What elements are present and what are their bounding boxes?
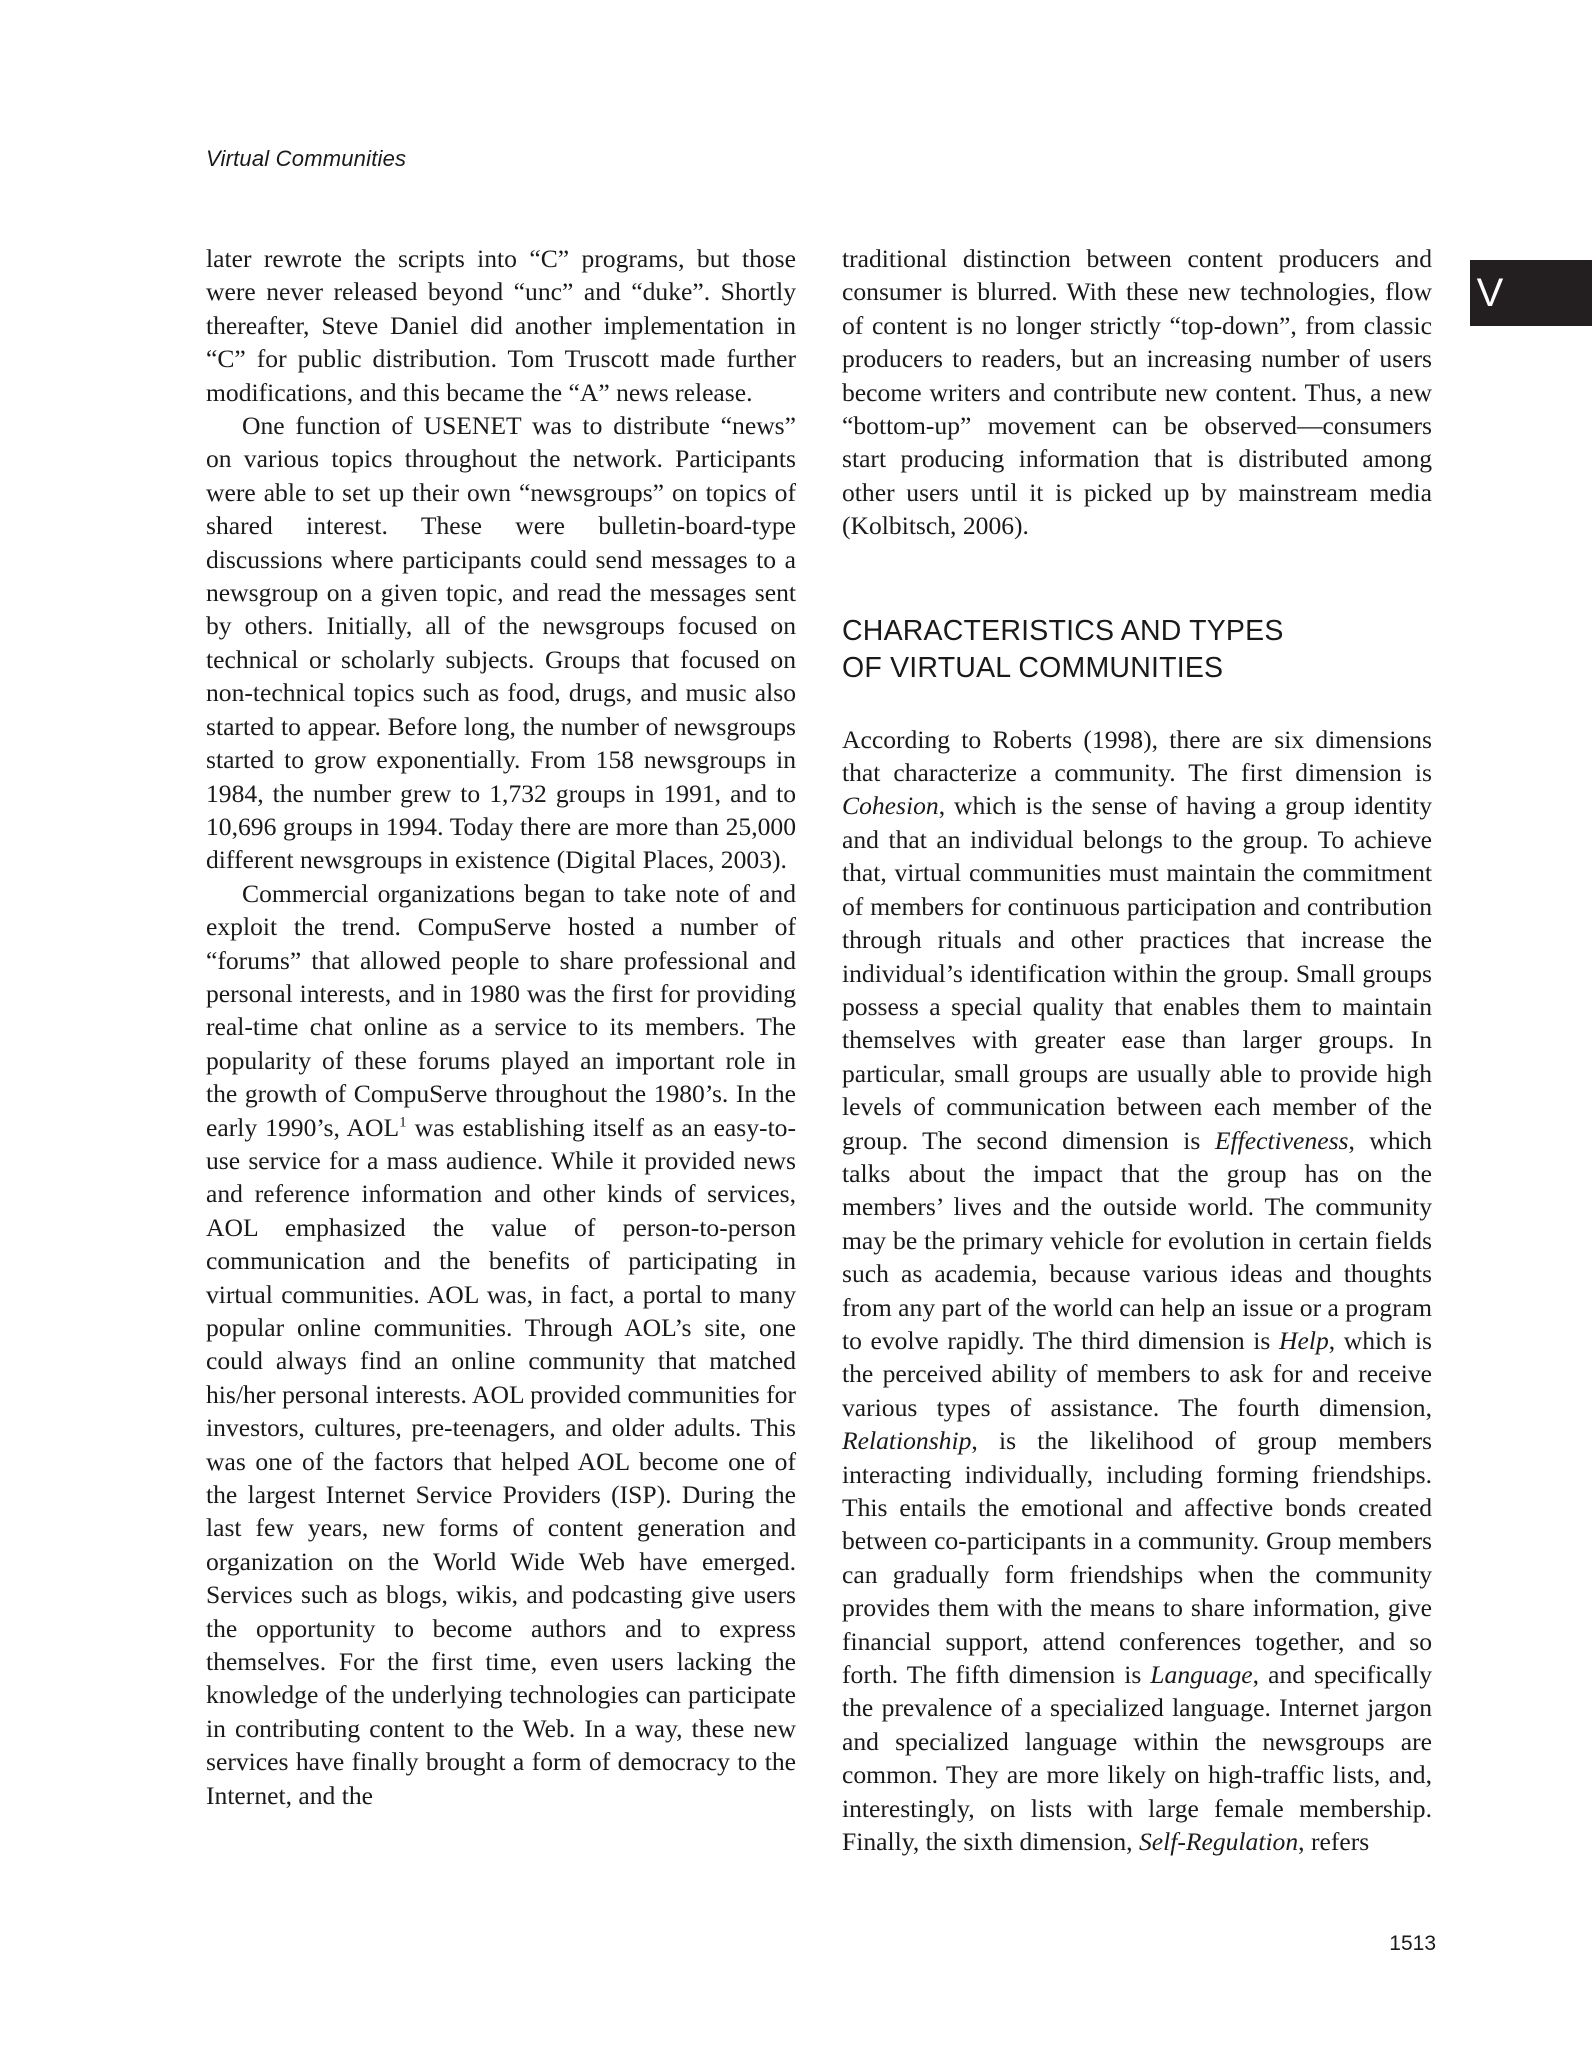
paragraph-text: , refers: [1298, 1827, 1370, 1857]
section-heading-line: OF VIRTUAL COMMUNITIES: [842, 651, 1224, 684]
paragraph: One function of USENET was to distribute “news” on various topics throughout the network. Participants were able to set up their own “newsgroups” on topics of shared interest. These were bulletin-board-type discussions where participants could send messages to a newsgroup on a given topic, and read the messages sent by others. Initially, all of the newsgroups focused on technical or scholarly subjects. Groups that focused on non-technical topics such as food, drugs, and music also started to appear. Before long, the number of newsgroups started to grow exponentially. From 158 newsgroups in 1984, the number grew to 1,732 groups in 1991, and to 10,696 groups in 1994. Today there are more than 25,000 different newsgroups in existence (Digital Places, 2003).: [206, 411, 796, 875]
term-effectiveness: Effectiveness: [1214, 1125, 1349, 1155]
left-column: [206, 242, 796, 1812]
term-language: Language: [1150, 1660, 1253, 1690]
paragraph-text: , and specifically the prevalence of a specialized language. Internet jargon and specialized language within the newsgroups are common. They are more likely on high-traffic lists, and, interestingly, on lists with large female membership. Finally, the sixth dimension,: [842, 1660, 1432, 1857]
term-cohesion: Cohesion: [842, 791, 939, 821]
section-heading-line: CHARACTERISTICS AND TYPES: [842, 614, 1284, 647]
paragraph-text: According to Roberts (1998), there are six dimensions that characterize a community. The first dimension is: [842, 724, 1432, 788]
footnote-mark[interactable]: 1: [399, 1114, 407, 1131]
term-self-regulation: Self-Regulation: [1138, 1827, 1299, 1857]
paragraph-text: , which is the sense of having a group identity and that an individual belongs to the group. To achieve that, virtual communities must maintain the commitment of members for continuous participation and contribution through rituals and other practices that increase the individual’s identification within the group. Small groups possess a special quality that enables them to maintain themselves with greater ease than larger groups. In particular, small groups are usually able to provide high levels of communication between each member of the group. The second dimension is: [842, 791, 1432, 1155]
right-column: [842, 242, 1432, 1858]
section-tab-letter: V: [1476, 271, 1504, 315]
paragraph-text: was establishing itself as an easy-to-use service for a mass audience. While it provided news and reference information and other kinds of services, AOL emphasized the value of person-to-person communication and the benefits of participating in virtual communities. AOL was, in fact, a portal to many popular online communities. Through AOL’s site, one could always find an online community that matched his/her personal interests. AOL provided communities for investors, cultures, pre-teenagers, and older adults. This was one of the factors that helped AOL become one of the largest Internet Service Providers (ISP). During the last few years, new forms of content generation and organization on the World Wide Web have emerged. Services such as blogs, wikis, and podcasting give users the opportunity to become authors and to express themselves. For the first time, even users lacking the knowledge of the underlying technologies can participate in contributing content to the Web. In a way, these new services have finally brought a form of democracy to the Internet, and the: [206, 1112, 797, 1810]
paragraph-text: , is the likelihood of group members interacting individually, including forming friendships. This entails the emotional and affective bonds created between co-participants in a community. Group members can gradually form friendships when the community provides them with the means to share information, give financial support, attend conferences together, and so forth. The fifth dimension is: [842, 1426, 1432, 1690]
section-heading: [842, 613, 1432, 687]
section-tab: [1470, 260, 1592, 326]
paragraph: traditional distinction between content producers and consumer is blurred. With these new technologies, flow of content is no longer strictly “top-down”, from classic producers to readers, but an increasing number of users become writers and contribute new content. Thus, a new “bottom-up” movement can be observed—consumers start producing information that is distributed among other users until it is picked up by mainstream media (Kolbitsch, 2006).: [842, 244, 1432, 541]
paragraph: [206, 877, 796, 1812]
term-relationship: Relationship: [842, 1426, 972, 1456]
paragraph-text: , which is the perceived ability of members to ask for and receive various types of assistance. The fourth dimension,: [842, 1325, 1432, 1422]
paragraph-text: , which talks about the impact that the group has on the members’ lives and the outside world. The community may be the primary vehicle for evolution in certain fields such as academia, because various ideas and thoughts from any part of the world can help an issue or a program to evolve rapidly. The third dimension is: [842, 1125, 1432, 1355]
paragraph: [842, 723, 1432, 1859]
page-number: 1513: [1389, 1932, 1436, 1955]
paragraph-text: Commercial organizations began to take note of and exploit the trend. CompuServe hosted a number of “forums” that allowed people to share professional and personal interests, and in 1980 was the first for providing real-time chat online as a service to its members. The popularity of these forums played an important role in the growth of CompuServe throughout the 1980’s. In the early 1990’s, AOL: [206, 878, 796, 1142]
term-help: Help: [1278, 1325, 1329, 1355]
paragraph: later rewrote the scripts into “C” programs, but those were never released beyond “unc” and “duke”. Shortly thereafter, Steve Daniel did another implementation in “C” for public distribution. Tom Truscott made further modifications, and this became the “A” news release.: [206, 244, 796, 407]
running-head: Virtual Communities: [206, 146, 407, 171]
